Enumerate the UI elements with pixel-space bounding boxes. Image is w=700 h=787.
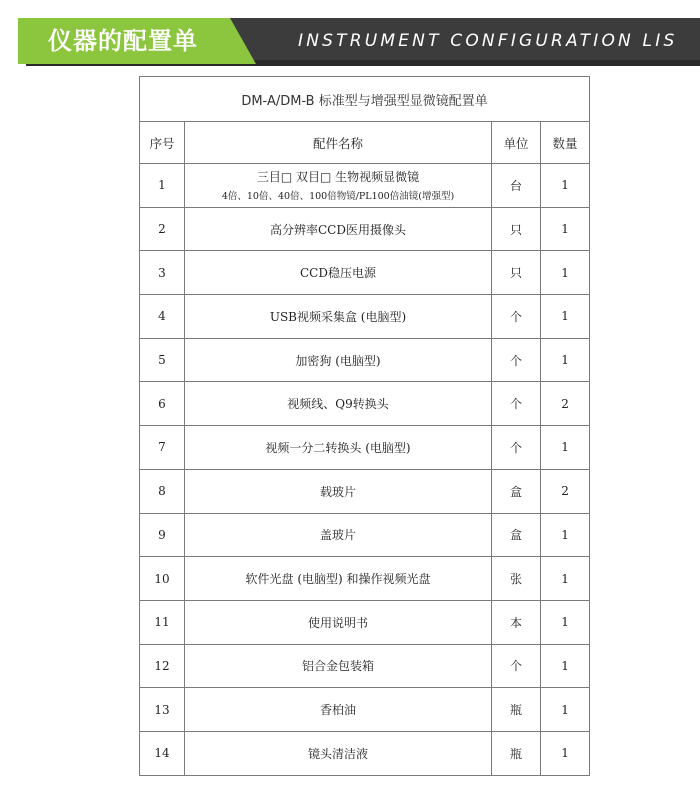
unit-cell: 个 — [492, 382, 541, 426]
quantity-cell: 1 — [541, 426, 590, 470]
item-name-cell: 加密狗 (电脑型) — [185, 338, 492, 382]
unit-cell: 盒 — [492, 513, 541, 557]
unit-cell: 瓶 — [492, 688, 541, 732]
table-row — [140, 207, 590, 251]
column-header-qty: 数量 — [541, 122, 590, 164]
item-name-cell: CCD稳压电源 — [185, 251, 492, 295]
quantity-cell: 2 — [541, 469, 590, 513]
unit-cell: 只 — [492, 251, 541, 295]
unit-cell: 个 — [492, 644, 541, 688]
banner-title: 仪器的配置单 — [48, 27, 198, 55]
item-name-cell: 盖玻片 — [185, 513, 492, 557]
table-row — [140, 164, 590, 208]
unit-cell: 个 — [492, 426, 541, 470]
quantity-cell: 1 — [541, 164, 590, 208]
row-number-cell: 11 — [140, 600, 185, 644]
row-number-cell: 1 — [140, 164, 185, 208]
quantity-cell: 1 — [541, 688, 590, 732]
table-row — [140, 338, 590, 382]
row-number-cell: 8 — [140, 469, 185, 513]
column-header-no: 序号 — [140, 122, 185, 164]
quantity-cell: 1 — [541, 731, 590, 775]
unit-cell: 瓶 — [492, 731, 541, 775]
item-name-cell: 香柏油 — [185, 688, 492, 732]
banner-subtitle: INSTRUMENT CONFIGURATION LIS — [298, 31, 678, 51]
row-number-cell: 6 — [140, 382, 185, 426]
row-number-cell: 4 — [140, 295, 185, 339]
row-number-cell: 2 — [140, 207, 185, 251]
unit-cell: 张 — [492, 557, 541, 601]
column-header-name: 配件名称 — [185, 122, 492, 164]
table-row — [140, 426, 590, 470]
quantity-cell: 1 — [541, 600, 590, 644]
quantity-cell: 1 — [541, 207, 590, 251]
item-name-cell — [185, 164, 492, 208]
quantity-cell: 1 — [541, 557, 590, 601]
row-number-cell: 3 — [140, 251, 185, 295]
row-number-cell: 7 — [140, 426, 185, 470]
quantity-cell: 1 — [541, 513, 590, 557]
item-name-cell: 视频线、Q9转换头 — [185, 382, 492, 426]
unit-cell: 个 — [492, 338, 541, 382]
row-number-cell: 9 — [140, 513, 185, 557]
table-row — [140, 644, 590, 688]
configuration-table — [139, 76, 590, 776]
table-row — [140, 513, 590, 557]
item-name-cell: 使用说明书 — [185, 600, 492, 644]
table-row — [140, 731, 590, 775]
row-number-cell: 5 — [140, 338, 185, 382]
table-row — [140, 295, 590, 339]
unit-cell: 个 — [492, 295, 541, 339]
unit-cell: 盒 — [492, 469, 541, 513]
table-row — [140, 688, 590, 732]
table-title: DM-A/DM-B 标准型与增强型显微镜配置单 — [140, 77, 590, 122]
row-number-cell: 14 — [140, 731, 185, 775]
item-name-line: 三目□ 双目□ 生物视频显微镜 — [256, 170, 420, 185]
table-row — [140, 251, 590, 295]
table-title-row — [140, 77, 590, 122]
quantity-cell: 2 — [541, 382, 590, 426]
table-row — [140, 557, 590, 601]
item-name-cell: 铝合金包装箱 — [185, 644, 492, 688]
column-header-unit: 单位 — [492, 122, 541, 164]
quantity-cell: 1 — [541, 251, 590, 295]
row-number-cell: 10 — [140, 557, 185, 601]
unit-cell: 台 — [492, 164, 541, 208]
row-number-cell: 12 — [140, 644, 185, 688]
unit-cell: 本 — [492, 600, 541, 644]
table-body — [140, 164, 590, 776]
table-row — [140, 600, 590, 644]
quantity-cell: 1 — [541, 295, 590, 339]
table-row — [140, 382, 590, 426]
table-row — [140, 469, 590, 513]
row-number-cell: 13 — [140, 688, 185, 732]
quantity-cell: 1 — [541, 644, 590, 688]
item-name-cell: 视频一分二转换头 (电脑型) — [185, 426, 492, 470]
quantity-cell: 1 — [541, 338, 590, 382]
item-name-cell: 高分辨率CCD医用摄像头 — [185, 207, 492, 251]
table-header-row — [140, 122, 590, 164]
item-name-cell: 载玻片 — [185, 469, 492, 513]
unit-cell: 只 — [492, 207, 541, 251]
item-name-cell: USB视频采集盒 (电脑型) — [185, 295, 492, 339]
item-name-cell: 软件光盘 (电脑型) 和操作视频光盘 — [185, 557, 492, 601]
item-name-cell: 镜头清洁液 — [185, 731, 492, 775]
item-detail-line: 4倍、10倍、40倍、100倍物镜/PL100倍油镜(增强型) — [221, 191, 455, 203]
